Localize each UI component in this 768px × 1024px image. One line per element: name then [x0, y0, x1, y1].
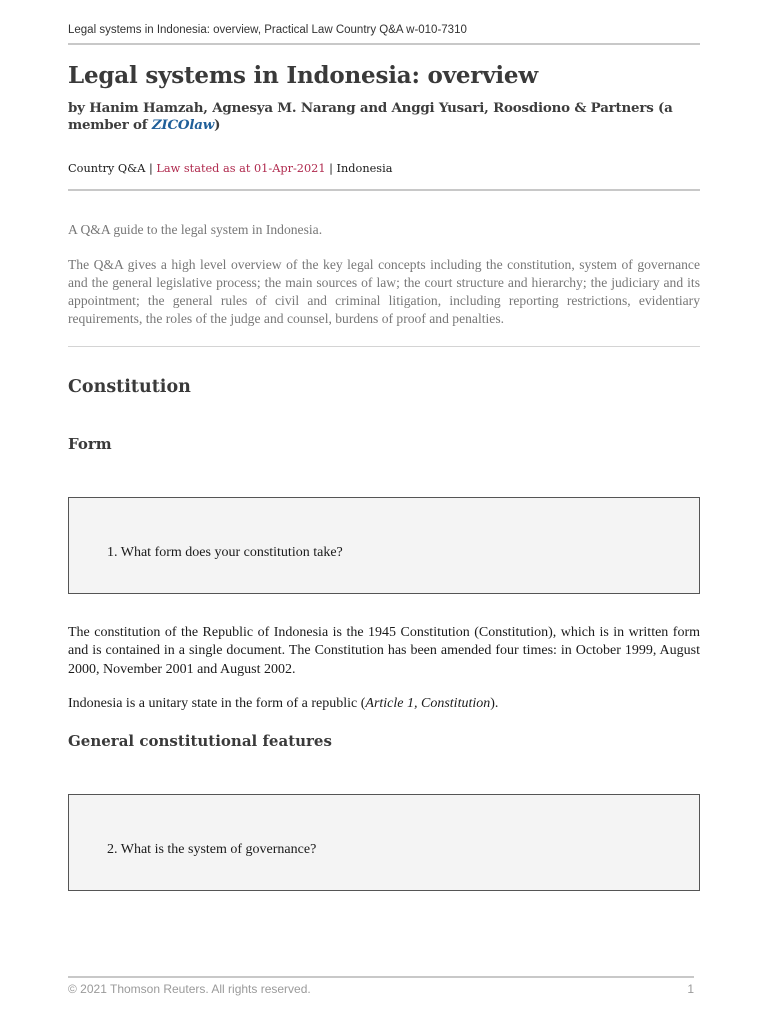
meta-separator: |	[325, 162, 337, 175]
summary-rule	[68, 346, 700, 347]
question-box	[68, 794, 700, 891]
section-heading-constitution: Constitution	[68, 377, 191, 397]
answer-text: Indonesia is a unitary state in the form of a republic (	[68, 696, 366, 711]
document-title: Legal systems in Indonesia: overview	[68, 62, 538, 89]
meta-rule	[68, 189, 700, 191]
copyright-notice: © 2021 Thomson Reuters. All rights reserved.	[68, 982, 311, 996]
header-rule	[68, 43, 700, 45]
author-byline	[68, 100, 700, 134]
summary-description: The Q&A gives a high level overview of the key legal concepts including the constitution, system of governance and the general legislative process; the main sources of law; the court structure and hierarchy; the judiciary and its appointment; the general rules of civil and criminal litigation, including reporting restrictions, evidentiary requirements, the roles of the judge and counsel, burdens of proof and penalties.	[68, 257, 700, 326]
law-stated-date: Law stated as at 01-Apr-2021	[156, 162, 326, 175]
jurisdiction: Indonesia	[336, 162, 393, 175]
byline-close: )	[214, 117, 221, 133]
footer-rule	[68, 976, 694, 978]
answer-text: ).	[490, 696, 499, 711]
resource-type: Country Q&A	[68, 162, 146, 175]
meta-separator: |	[145, 162, 157, 175]
answer-paragraph	[68, 695, 700, 713]
subsection-heading-form: Form	[68, 435, 112, 453]
subsection-heading-general-features: General constitutional features	[68, 732, 332, 750]
page-number: 1	[687, 982, 694, 996]
summary-intro: A Q&A guide to the legal system in Indonesia.	[68, 222, 323, 237]
answer-reference: Article 1, Constitution	[365, 696, 491, 711]
question-text: 1. What form does your constitution take?	[107, 545, 343, 560]
question-box	[68, 497, 700, 594]
answer-paragraph: The constitution of the Republic of Indonesia is the 1945 Constitution (Constitution), which is in written form and is contained in a single document. The Constitution has been amended four times: in October 1999, August 2000, November 2001 and August 2002.	[68, 625, 700, 677]
page-footer	[68, 982, 694, 996]
byline-authors: by Hanim Hamzah, Agnesya M. Narang and Anggi Yusari, Roosdiono & Partners (a member of	[68, 100, 673, 133]
question-text: 2. What is the system of governance?	[107, 842, 317, 857]
document-meta	[68, 162, 392, 175]
running-head: Legal systems in Indonesia: overview, Practical Law Country Q&A w-010-7310	[68, 24, 467, 36]
firm-link[interactable]: ZICOlaw	[151, 117, 215, 133]
